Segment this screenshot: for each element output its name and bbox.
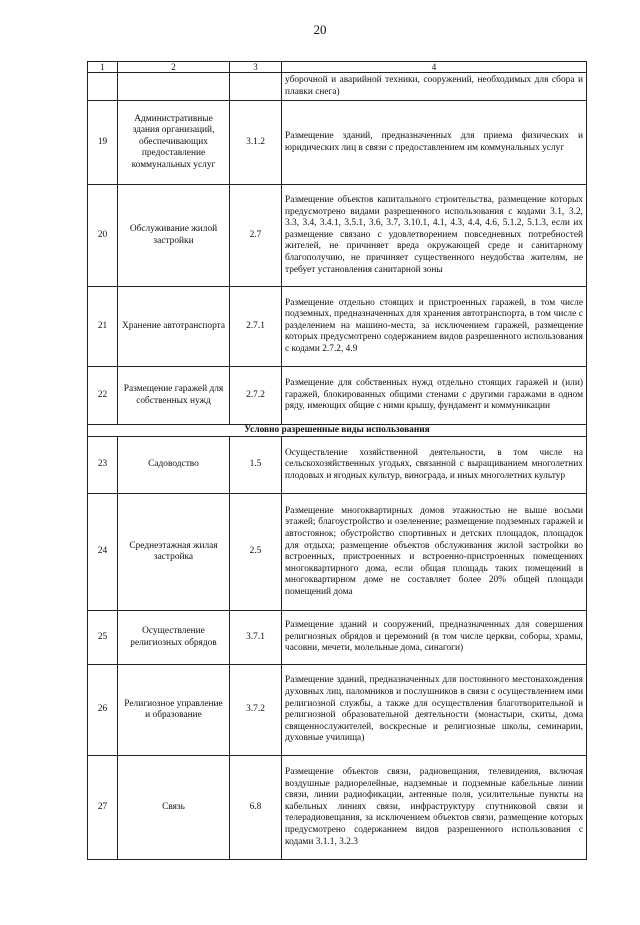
row-code: 3.7.2 <box>230 665 282 756</box>
row-description: Размещение объектов связи, радиовещания, телевидения, включая воздушные радиорелейные, надземные и подземные кабельные линии связи, линии радиофикации, антенные поля, усилительные пункты на кабельных линиях связи, инфраструктуру спутниковой связи и телерадиовещания, за исключением объектов связи, размещение которых предусмотрено содержанием видов разрешенного использования с кодами 3.1.1, 3.2.3 <box>282 756 587 860</box>
section-row <box>88 425 587 437</box>
row-name: Административные здания организаций, обеспечивающих предоставление коммунальных услуг <box>118 101 230 185</box>
row-description: Размещение зданий, предназначенных для приема физических и юридических лиц в связи с предоставлением им коммунальных услуг <box>282 101 587 185</box>
row-name: Хранение автотранспорта <box>118 287 230 367</box>
table-row <box>88 437 587 494</box>
table-row <box>88 185 587 287</box>
row-code: 1.5 <box>230 437 282 494</box>
row-number: 23 <box>88 437 118 494</box>
table-row <box>88 287 587 367</box>
table-row <box>88 494 587 611</box>
table-row <box>88 367 587 425</box>
column-header-name: 2 <box>118 62 230 73</box>
column-header-code: 3 <box>230 62 282 73</box>
row-name: Садоводство <box>118 437 230 494</box>
row-number: 21 <box>88 287 118 367</box>
row-name: Среднеэтажная жилая застройка <box>118 494 230 611</box>
row-code: 6.8 <box>230 756 282 860</box>
row-code: 2.7 <box>230 185 282 287</box>
column-header-number: 1 <box>88 62 118 73</box>
land-use-table <box>87 61 587 860</box>
table-row <box>88 665 587 756</box>
row-name: Связь <box>118 756 230 860</box>
table-header-row <box>88 62 587 73</box>
column-header-description: 4 <box>282 62 587 73</box>
row-name: Обслуживание жилой застройки <box>118 185 230 287</box>
row-name: Размещение гаражей для собственных нужд <box>118 367 230 425</box>
row-name <box>118 73 230 101</box>
row-description: Размещение объектов капитального строительства, размещение которых предусмотрено видами разрешенного использования с кодами 3.1, 3.2, 3.3, 3.4, 3.4.1, 3.5.1, 3.6, 3.7, 3.10.1, 4.1, 4.3, 4.4, 4.6, 5.1.2, 5.1.3, если их размещение связано с удовлетворением повседневных потребностей жителей, не причиняет вреда окружающей среде и санитарному благополучию, не причиняет существенного неудобства жителям, не требует установления санитарной зоны <box>282 185 587 287</box>
row-number: 20 <box>88 185 118 287</box>
table-row <box>88 611 587 665</box>
row-number: 26 <box>88 665 118 756</box>
row-description: Размещение отдельно стоящих и пристроенных гаражей, в том числе подземных, предназначенных для хранения автотранспорта, в том числе с разделением на машино-места, за исключением гаражей, размещение которых предусмотрено содержанием видов разрешенного использования с кодами 2.7.2, 4.9 <box>282 287 587 367</box>
row-number: 22 <box>88 367 118 425</box>
row-description: Размещение многоквартирных домов этажностью не выше восьми этажей; благоустройство и озеленение; размещение подземных гаражей и автостоянок; обустройство спортивных и детских площадок, площадок для отдыха; размещение объектов обслуживания жилой застройки во встроенных, пристроенных и встроенно-пристроенных помещениях многоквартирного дома, если общая площадь таких помещений в многоквартирном доме не составляет более 20% общей площади помещений дома <box>282 494 587 611</box>
row-number: 24 <box>88 494 118 611</box>
table-row <box>88 756 587 860</box>
row-name: Религиозное управление и образование <box>118 665 230 756</box>
row-code <box>230 73 282 101</box>
section-title: Условно разрешенные виды использования <box>88 425 587 437</box>
row-code: 3.7.1 <box>230 611 282 665</box>
row-description: уборочной и аварийной техники, сооружений, необходимых для сбора и плавки снега) <box>282 73 587 101</box>
row-description: Осуществление хозяйственной деятельности, в том числе на сельскохозяйственных угодьях, связанной с выращиванием многолетних плодовых и ягодных культур, винограда, и иных многолетних культур <box>282 437 587 494</box>
row-description: Размещение зданий, предназначенных для постоянного местонахождения духовных лиц, паломников и послушников в связи с осуществлением ими религиозной службы, а также для осуществления благотворительной и религиозной образовательной деятельности (монастыри, скиты, дома священнослужителей, воскресные и религиозные школы, семинарии, духовные училища) <box>282 665 587 756</box>
row-description: Размещение зданий и сооружений, предназначенных для совершения религиозных обрядов и церемоний (в том числе церкви, соборы, храмы, часовни, мечети, молельные дома, синагоги) <box>282 611 587 665</box>
row-number: 27 <box>88 756 118 860</box>
row-number: 25 <box>88 611 118 665</box>
row-name: Осуществление религиозных обрядов <box>118 611 230 665</box>
table-row-continuation <box>88 73 587 101</box>
table-row <box>88 101 587 185</box>
row-number: 19 <box>88 101 118 185</box>
row-code: 3.1.2 <box>230 101 282 185</box>
row-code: 2.7.2 <box>230 367 282 425</box>
row-code: 2.7.1 <box>230 287 282 367</box>
page-number: 20 <box>313 22 327 37</box>
row-description: Размещение для собственных нужд отдельно стоящих гаражей и (или) гаражей, блокированных общими стенами с другими гаражами в одном ряду, имеющих общие с ними крышу, фундамент и коммуникации <box>282 367 587 425</box>
row-number <box>88 73 118 101</box>
row-code: 2.5 <box>230 494 282 611</box>
